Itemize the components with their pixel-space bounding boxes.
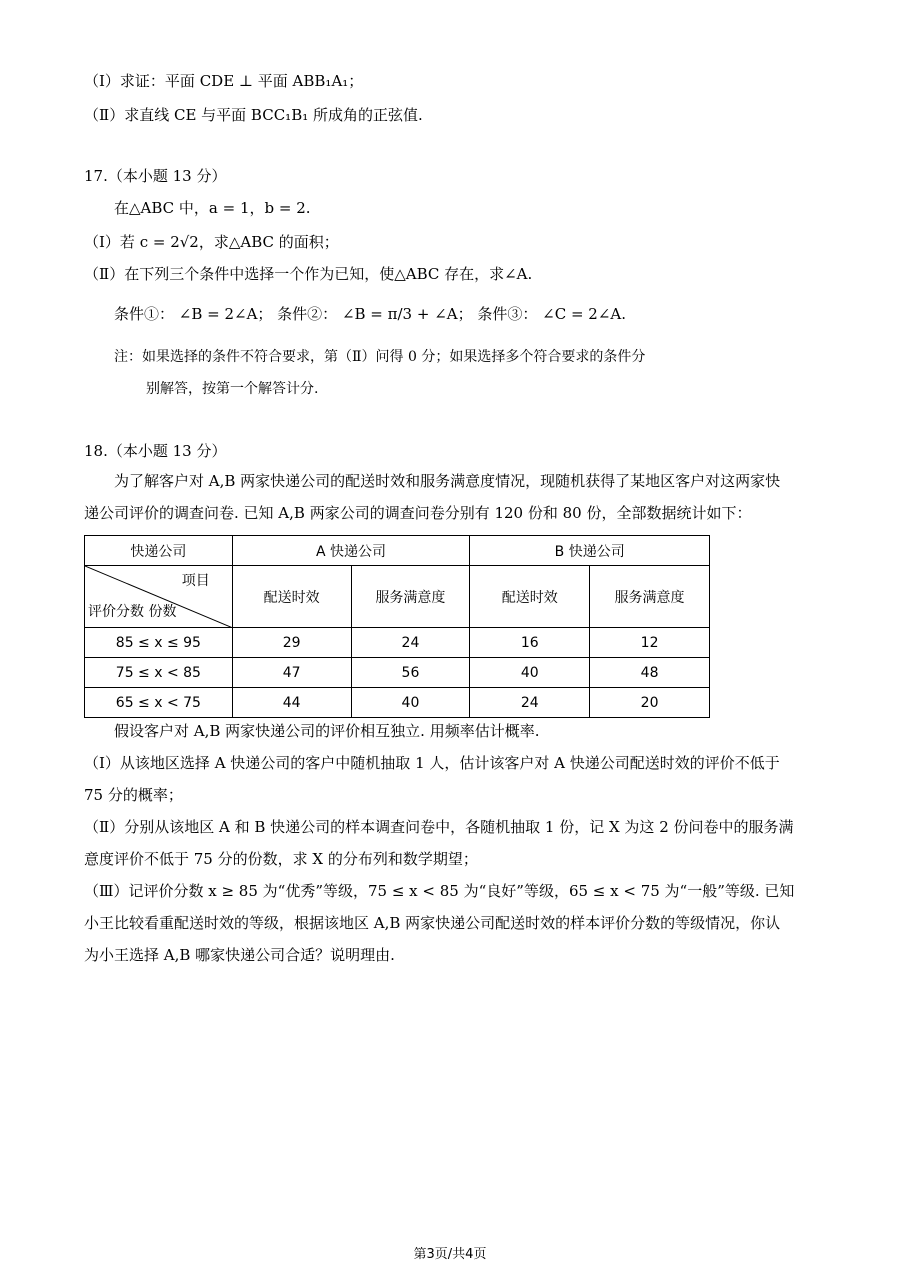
- table-cell: 29: [232, 628, 351, 658]
- row-range: 75 ≤ x < 85: [85, 658, 233, 688]
- table-cell: 24: [470, 688, 590, 718]
- q18-intro-line1: 为了解客户对 A,B 两家快递公司的配送时效和服务满意度情况，现随机获得了某地区客户对这两家快: [114, 472, 781, 490]
- table-cell: 47: [232, 658, 351, 688]
- table-cell: 56: [351, 658, 470, 688]
- table-row: [85, 658, 710, 688]
- q17-part1: （Ⅰ）若 c = 2√2，求△ABC 的面积；: [84, 233, 339, 251]
- table-corner-label: 快递公司: [85, 536, 233, 566]
- diag-bottom-label: 评价分数 份数: [88, 604, 177, 620]
- q17-part2: （Ⅱ）在下列三个条件中选择一个作为已知，使△ABC 存在，求∠A.: [84, 265, 533, 283]
- diag-top-label: 项目: [181, 573, 210, 589]
- table-col-header: 服务满意度: [590, 566, 710, 628]
- page-footer: 第3页/共4页: [413, 1247, 487, 1262]
- row-range: 85 ≤ x ≤ 95: [85, 628, 233, 658]
- q18-part2-line1: （Ⅱ）分别从该地区 A 和 B 快递公司的样本调查问卷中，各随机抽取 1 份，记 X 为这 2 份问卷中的服务满: [84, 818, 794, 836]
- table-cell: 40: [351, 688, 470, 718]
- table-company-a: A 快递公司: [232, 536, 470, 566]
- q17-given: 在△ABC 中，a = 1，b = 2.: [114, 199, 311, 217]
- table-cell: 16: [470, 628, 590, 658]
- table-col-header: 配送时效: [232, 566, 351, 628]
- q18-part1-line1: （Ⅰ）从该地区选择 A 快递公司的客户中随机抽取 1 人，估计该客户对 A 快递公司配送时效的评价不低于: [84, 754, 780, 772]
- table-col-header: 服务满意度: [351, 566, 470, 628]
- q17-header: 17.（本小题 13 分）: [84, 167, 227, 185]
- survey-table: [84, 535, 710, 718]
- table-diagonal-header: [85, 566, 233, 628]
- q18-part3-line1: （Ⅲ）记评价分数 x ≥ 85 为“优秀”等级，75 ≤ x < 85 为“良好”等级，65 ≤ x < 75 为“一般”等级. 已知: [84, 882, 795, 900]
- q18-part2-line2: 意度评价不低于 75 分的份数，求 X 的分布列和数学期望；: [84, 850, 478, 868]
- row-range: 65 ≤ x < 75: [85, 688, 233, 718]
- q17-note-line2: 别解答，按第一个解答计分.: [146, 381, 319, 397]
- q17-note-line1: 注：如果选择的条件不符合要求，第（Ⅱ）问得 0 分；如果选择多个符合要求的条件分: [114, 349, 646, 365]
- table-company-b: B 快递公司: [470, 536, 710, 566]
- q18-intro-line2: 递公司评价的调查问卷. 已知 A,B 两家公司的调查问卷分别有 120 份和 80 份，全部数据统计如下：: [84, 504, 752, 522]
- table-cell: 24: [351, 628, 470, 658]
- q18-header: 18.（本小题 13 分）: [84, 442, 227, 460]
- table-cell: 40: [470, 658, 590, 688]
- q16-part1: （Ⅰ）求证：平面 CDE ⊥ 平面 ABB₁A₁；: [84, 72, 364, 90]
- table-cell: 20: [590, 688, 710, 718]
- q18-part3-line3: 为小王选择 A,B 哪家快递公司合适？说明理由.: [84, 946, 395, 964]
- table-cell: 12: [590, 628, 710, 658]
- q17-conditions: 条件①： ∠B = 2∠A； 条件②： ∠B = π/3 + ∠A； 条件③： ∠C = 2∠A.: [114, 305, 627, 323]
- q18-assumption: 假设客户对 A,B 两家快递公司的评价相互独立. 用频率估计概率.: [114, 722, 540, 740]
- q16-part2: （Ⅱ）求直线 CE 与平面 BCC₁B₁ 所成角的正弦值.: [84, 106, 423, 124]
- table-cell: 48: [590, 658, 710, 688]
- q18-part1-line2: 75 分的概率；: [84, 786, 183, 804]
- table-row: [85, 688, 710, 718]
- table-col-header: 配送时效: [470, 566, 590, 628]
- q18-part3-line2: 小王比较看重配送时效的等级，根据该地区 A,B 两家快递公司配送时效的样本评价分数的等级情况，你认: [84, 914, 781, 932]
- table-row: [85, 628, 710, 658]
- table-cell: 44: [232, 688, 351, 718]
